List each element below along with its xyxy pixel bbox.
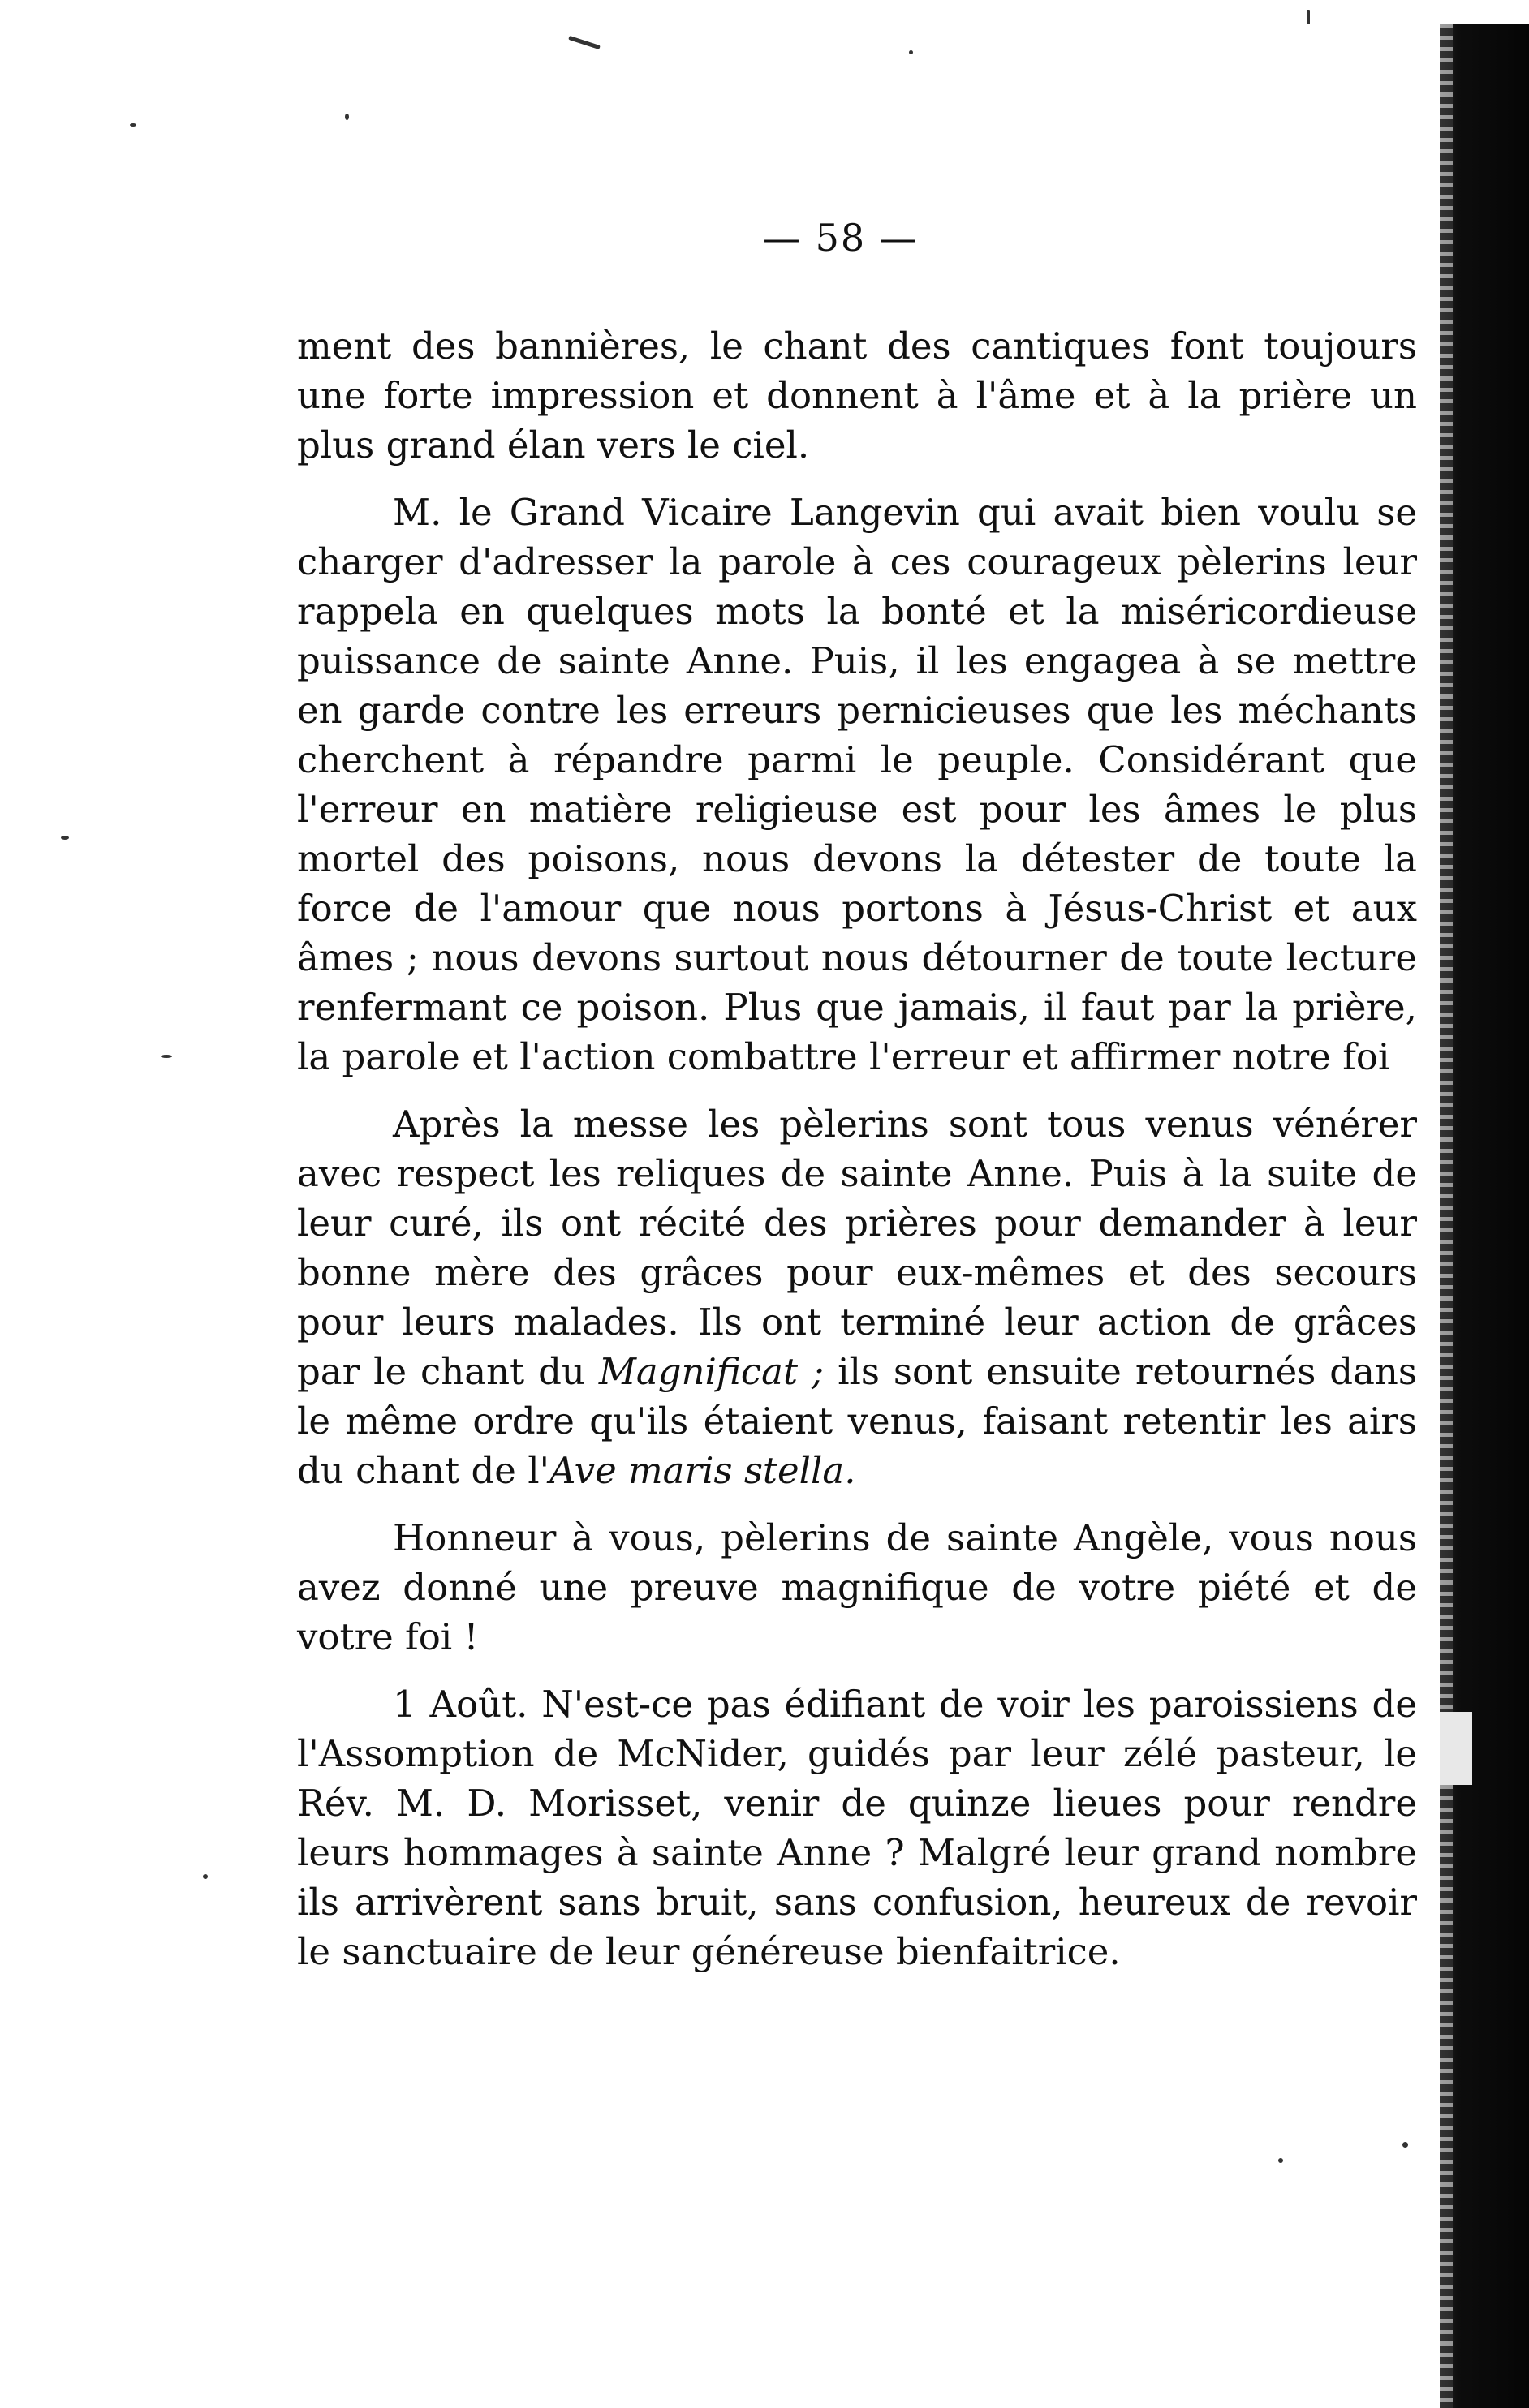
paragraph-grand-vicaire: M. le Grand Vicaire Langevin qui avait bien voulu se charger d'adresser la parole à ces courageux pèlerins leur rappela en quelques mots la bonté et la miséricordieuse puissance de sainte Anne. Puis, il les engagea à se mettre en garde contre les erreurs pernicieuses que les méchants cherchent à répandre parmi le peuple. Considérant que l'erreur en matière religieuse est pour les âmes le plus mortel des poisons, nous devons la détester de toute la force de l'amour que nous portons à Jésus-Christ et aux âmes ; nous devons surtout nous détourner de toute lecture renfermant ce poison. Plus que jamais, il faut par la prière, la parole et l'action combattre l'erreur et affirmer notre foi xyxy=(297,491,1417,1078)
scan-speck xyxy=(909,50,913,54)
scan-speck xyxy=(61,836,69,840)
paragraph-continuation: ment des bannières, le chant des cantiques font toujours une forte impression et donnent à l'âme et à la prière un plus grand élan vers le ciel. xyxy=(297,325,1417,467)
scan-edge-shadow xyxy=(1440,24,1529,2408)
scan-speck xyxy=(345,114,349,120)
scan-speck xyxy=(203,1874,208,1879)
scan-speck xyxy=(161,1055,172,1058)
scan-speck xyxy=(1278,2158,1283,2163)
paragraph-premier-aout: 1 Août. N'est-ce pas édifiant de voir les paroissiens de l'Assomption de McNider, guidés par leur zélé pasteur, le Rév. M. D. Morisset, venir de quinze lieues pour rendre leurs hommages à sainte Anne ? Malgré leur grand nombre ils arrivèrent sans bruit, sans confusion, heureux de revoir le sanctuaire de leur généreuse bienfaitrice. xyxy=(297,1683,1417,1973)
hymn-title-ave-maris-stella: Ave maris stella. xyxy=(549,1449,856,1492)
paragraph-honneur: Honneur à vous, pèlerins de sainte Angèle, vous nous avez donné une preuve magnifique de votre piété et de votre foi ! xyxy=(297,1516,1417,1658)
body-text xyxy=(297,321,1417,1976)
page-number: — 58 — xyxy=(763,216,919,260)
scan-speck xyxy=(1402,2142,1408,2148)
paragraph-text: Après la messe les pèlerins sont tous venus vénérer avec respect les reliques de sainte Anne. Puis à la suite de leur curé, ils ont récité des prières pour demander à leur bonne mère des grâces pour eux-mêmes et des secours pour leurs malades. Ils ont terminé leur action de grâces par le chant du xyxy=(297,1103,1417,1393)
scan-speck xyxy=(130,123,136,127)
scan-speck xyxy=(1307,10,1310,24)
scan-speck xyxy=(568,36,601,49)
hymn-title-magnificat: Magnificat ; xyxy=(598,1350,825,1393)
paragraph-text: ils sont ensuite retournés dans le même ordre qu'ils étaient venus, faisant retentir les airs du chant de l' xyxy=(297,1350,1417,1492)
paragraph-apres-messe xyxy=(297,1099,1417,1495)
